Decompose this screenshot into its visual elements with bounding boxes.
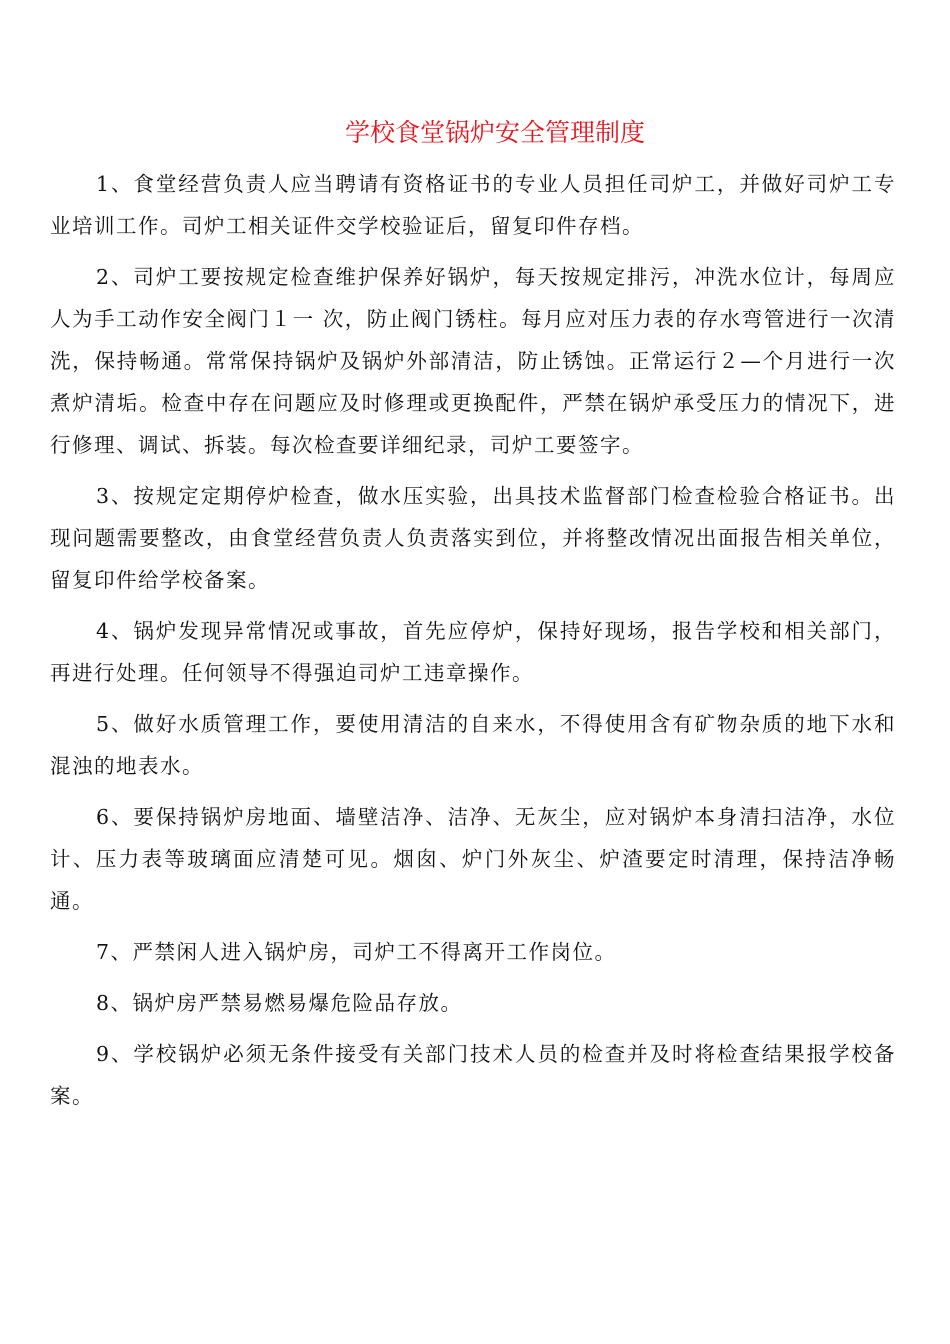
paragraph-9: 9、学校锅炉必须无条件接受有关部门技术人员的检查并及时将检查结果报学校备案。 [50,1042,896,1108]
paragraph-2: 2、司炉工要按规定检查维护保养好锅炉，每天按规定排污，冲洗水位计，每周应人为手工动作安全阀门１一 次，防止阀门锈柱。每月应对压力表的存水弯管进行一次清洗，保持畅通。常常保持锅炉及锅炉外部清洁，防止锈蚀。正常运行２—个月进行一次煮炉清垢。检查中存在问题应及时修理或更换配件，严禁在锅炉承受压力的情况下，进行修理、调试、拆装。每次检查要详细纪录，司炉工要签字。 [50,265,896,457]
paragraph-7: 7、严禁闲人进入锅炉房，司炉工不得离开工作岗位。 [96,940,617,964]
paragraph-5: 5、做好水质管理工作，要使用清洁的自来水，不得使用含有矿物杂质的地下水和混浊的地表水。 [50,712,896,778]
document-body [50,163,896,1126]
document-title: 学校食堂锅炉安全管理制度 [344,118,645,147]
paragraph-6: 6、要保持锅炉房地面、墙壁洁净、洁净、无灰尘，应对锅炉本身清扫洁净，水位计、压力表等玻璃面应清楚可见。烟囱、炉门外灰尘、炉渣要定时清理，保持洁净畅通。 [50,805,896,913]
paragraph-8: 8、锅炉房严禁易燃易爆危险品存放。 [96,991,463,1015]
paragraph-4: 4、锅炉发现异常情况或事故，首先应停炉，保持好现场，报告学校和相关部门，再进行处理。任何领导不得强迫司炉工违章操作。 [50,619,896,685]
paragraph-3: 3、按规定定期停炉检查，做水压实验，出具技术监督部门检查检验合格证书。出现问题需要整改，由食堂经营负责人负责落实到位，并将整改情况出面报告相关单位，留复印件给学校备案。 [50,484,896,592]
paragraph-1: 1、食堂经营负责人应当聘请有资格证书的专业人员担任司炉工，并做好司炉工专业培训工作。司炉工相关证件交学校验证后，留复印件存档。 [50,172,896,238]
